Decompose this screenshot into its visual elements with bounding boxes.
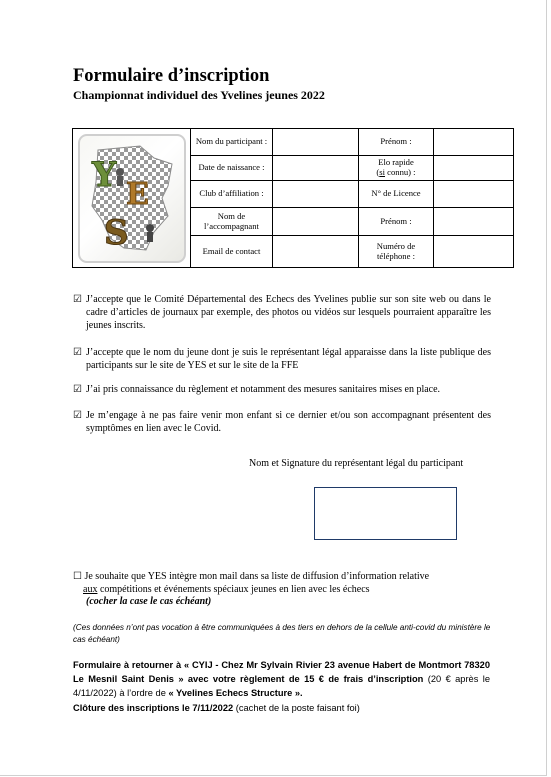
unchecked-checkbox-icon[interactable]: ☐ [73, 571, 82, 582]
svg-text:E: E [125, 176, 149, 212]
input-nom-accompagnant[interactable] [273, 208, 359, 236]
input-prenom[interactable] [434, 129, 514, 156]
consent-text: J’accepte que le Comité Départemental des Echecs des Yvelines publie sur son site web ou dans le cadre d’articles de journaux par exemple, des photos ou vidéos sur lesquels pourraient apparaître les jeunes inscrits. [86, 294, 491, 331]
optin-line1: Je souhaite que YES intègre mon mail dans sa liste de diffusion d’information relative [84, 571, 430, 582]
signature-label: Nom et Signature du représentant légal du participant [249, 458, 464, 469]
postmark-note: (cachet de la poste faisant foi) [233, 702, 360, 713]
consent-photos [73, 293, 491, 332]
consent-text: J’ai pris connaissance du règlement et notamment des mesures sanitaires mises en place. [86, 384, 441, 395]
input-licence[interactable] [434, 181, 514, 208]
consent-covid [73, 409, 491, 435]
label-email: Email de contact [191, 236, 273, 268]
checked-checkbox-icon[interactable]: ☑ [73, 384, 82, 395]
optin-newsletter [73, 571, 493, 609]
page-subtitle: Championnat individuel des Yvelines jeunes 2022 [73, 88, 325, 102]
label-elo-rapide [359, 156, 434, 181]
consent-reglement [73, 383, 491, 396]
signature-box[interactable] [314, 487, 457, 540]
checked-checkbox-icon[interactable]: ☑ [73, 347, 82, 358]
late-fee: (20 € après le 4/11/2022) à l’ordre de [73, 674, 490, 699]
label-licence: N° de Licence [359, 181, 434, 208]
label-club: Club d’affiliation : [191, 181, 273, 208]
checked-checkbox-icon[interactable]: ☑ [73, 294, 82, 305]
registration-table [72, 128, 514, 268]
svg-text:S: S [103, 212, 129, 253]
input-club[interactable] [273, 181, 359, 208]
elo-connu: connu) : [385, 167, 416, 177]
consent-text: J’accepte que le nom du jeune dont je suis le représentant légal apparaisse dans la liste publique des participants sur le site de YES et sur le site de la FFE [86, 347, 491, 371]
consent-text: Je m’engage à ne pas faire venir mon enfant si ce dernier et/ou son accompagnant présentent des symptômes en lien avec le Covid. [86, 410, 491, 434]
logo-cell [73, 129, 191, 268]
optin-line3: (cocher la case le cas échéant) [86, 596, 212, 607]
consent-liste [73, 346, 491, 372]
closing-date: Clôture des inscriptions le 7/11/2022 [73, 702, 234, 713]
return-instructions [73, 658, 490, 715]
optin-line2: compétitions et événements spéciaux jeunes en lien avec les échecs [97, 583, 370, 595]
input-elo-rapide[interactable] [434, 156, 514, 181]
return-address: Formulaire à retourner à « CYIJ - Chez Mr Sylvain Rivier 23 avenue Habert de Montmort 78320 Le Mesnil Saint Denis » avec votre règlement de 15 € de frais d’inscription [73, 660, 490, 685]
checked-checkbox-icon[interactable]: ☑ [73, 410, 82, 421]
elo-open: ( [376, 167, 380, 177]
payee: « Yvelines Echecs Structure ». [168, 688, 303, 699]
optin-aux: aux [83, 583, 98, 595]
label-date-naissance: Date de naissance : [191, 156, 273, 181]
label-nom-participant: Nom du participant : [191, 129, 273, 156]
label-telephone: Numéro de téléphone : [359, 236, 434, 268]
yes-chess-logo-icon [78, 134, 186, 263]
input-prenom-accompagnant[interactable] [434, 208, 514, 236]
label-prenom: Prénom : [359, 129, 434, 156]
input-date-naissance[interactable] [273, 156, 359, 181]
input-telephone[interactable] [434, 236, 514, 268]
label-nom-accompagnant: Nom de l’accompagnant [191, 208, 273, 236]
input-nom-participant[interactable] [273, 129, 359, 156]
privacy-note: (Ces données n’ont pas vocation à être communiquées à des tiers en dehors de la cellule anti-covid du ministère le cas échéant) [73, 623, 491, 644]
page-title: Formulaire d’inscription [73, 66, 270, 86]
elo-line1: Elo rapide [378, 157, 414, 168]
svg-text:Y: Y [91, 154, 116, 195]
label-prenom-accompagnant: Prénom : [359, 208, 434, 236]
input-email[interactable] [273, 236, 359, 268]
elo-si: si [379, 167, 386, 177]
